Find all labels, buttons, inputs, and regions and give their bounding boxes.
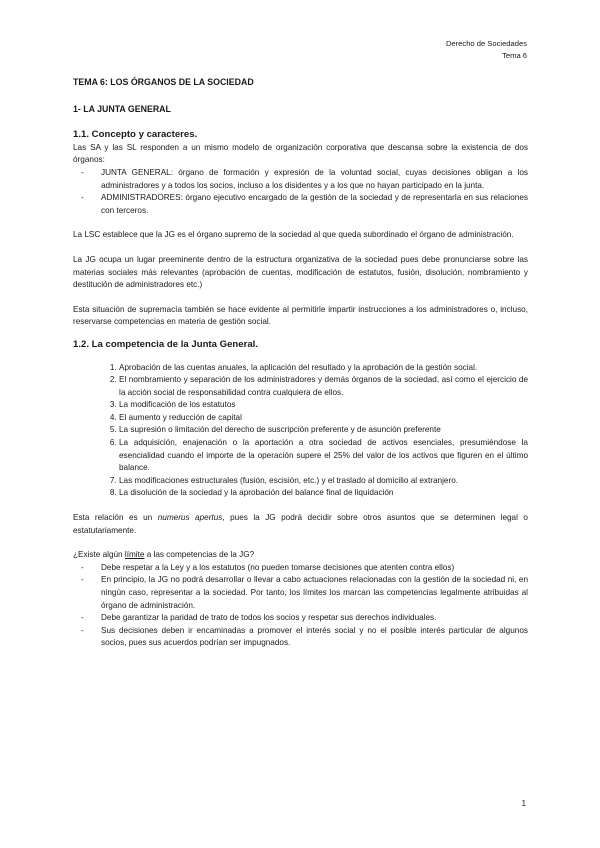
underlined-term: límite <box>124 550 145 560</box>
page-number: 1 <box>521 799 526 808</box>
list-item: - Debe garantizar la paridad de trato de todos los socios y respetar sus derechos individuales. <box>101 612 528 625</box>
subsection-title-concepto: 1.1. Concepto y caracteres. <box>73 129 198 141</box>
limits-list <box>73 562 528 650</box>
tema-title: TEMA 6: LOS ÓRGANOS DE LA SOCIEDAD <box>73 77 254 87</box>
list-item: - Sus decisiones deben ir encaminadas a promover el interés social y no el posible interés particular de algunos socios, pues sus acuerdos podrían ser impugnados. <box>101 625 528 650</box>
competences-list <box>73 362 528 501</box>
list-item: 5. La supresión o limitación del derecho de suscripción preferente y de asunción preferente <box>119 424 528 437</box>
subsection-title-competencia: 1.2. La competencia de la Junta General. <box>73 338 259 350</box>
list-item: 2. El nombramiento y separación de los administradores y demás órganos de la sociedad, así como el ejercicio de la acción social de responsabilidad contra cualquiera de ellos. <box>119 374 528 399</box>
list-item: 4. El aumento y reducción de capital <box>119 412 528 425</box>
list-item: 7. Las modificaciones estructurales (fusión, escisión, etc.) y el traslado al domicilio al extranjero. <box>119 475 528 488</box>
section-title-junta-general: 1- LA JUNTA GENERAL <box>73 103 171 114</box>
paragraph: La JG ocupa un lugar preeminente dentro de la estructura organizativa de la sociedad pues debe pronunciarse sobre las materias sociales más relevantes (aprobación de cuentas, modificación de estatutos, fusión, disolución, nombramiento y destitución de administradores etc.) <box>73 254 528 290</box>
list-item: 1. Aprobación de las cuentas anuales, la aplicación del resultado y la aprobación de la gestión social. <box>119 362 528 375</box>
document-body <box>73 70 528 650</box>
running-header <box>446 38 527 61</box>
list-item: 3. La modificación de los estatutos <box>119 399 528 412</box>
latin-term: numerus apertus <box>157 513 223 523</box>
limits-question: ¿Existe algún límite a las competencias de la JG? <box>73 550 255 560</box>
header-subject: Derecho de Sociedades <box>445 39 527 48</box>
list-item: - En principio, la JG no podrá desarrollar o llevar a cabo actuaciones relacionadas con la gestión de la sociedad ni, en ningún caso, representar a la sociedad. Por tanto, los límites los marcan las competencias legalmente atribuidas al órgano de administración. <box>101 574 528 612</box>
list-item: - JUNTA GENERAL: órgano de formación y expresión de la voluntad social, cuyas decisiones obligan a los administradores y a todos los socios, incluso a los disidentes y a los que no hayan participado en la junta. <box>101 167 528 192</box>
paragraph: Las SA y las SL responden a un mismo modelo de organización corporativa que descansa sobre la existencia de dos órganos: <box>73 142 528 165</box>
header-topic: Tema 6 <box>502 50 527 60</box>
organs-list <box>73 167 528 217</box>
list-item: 6. La adquisición, enajenación o la aportación a otra sociedad de activos esenciales, presumiéndose la esencialidad cuando el importe de la operación supere el 25% del valor de los activos que figuren en el último balance. <box>119 437 528 475</box>
paragraph-numerus-apertus: Esta relación es un numerus apertus, pues la JG podrá decidir sobre otros asuntos que se determinen legal o estatutariamente. <box>73 513 528 535</box>
paragraph: La LSC establece que la JG es el órgano supremo de la sociedad al que queda subordinado el órgano de administración. <box>73 230 514 240</box>
paragraph: Esta situación de supremacía también se hace evidente al permitirle impartir instrucciones a los administradores o, incluso, reservarse competencias en materia de gestión social. <box>73 304 528 327</box>
list-item: 8. La disolución de la sociedad y la aprobación del balance final de liquidación <box>119 487 528 500</box>
list-item: - Debe respetar a la Ley y a los estatutos (no pueden tomarse decisiones que atenten contra ellos) <box>101 562 528 575</box>
list-item: - ADMINISTRADORES: órgano ejecutivo encargado de la gestión de la sociedad y de representarla en sus relaciones con terceros. <box>101 192 528 217</box>
